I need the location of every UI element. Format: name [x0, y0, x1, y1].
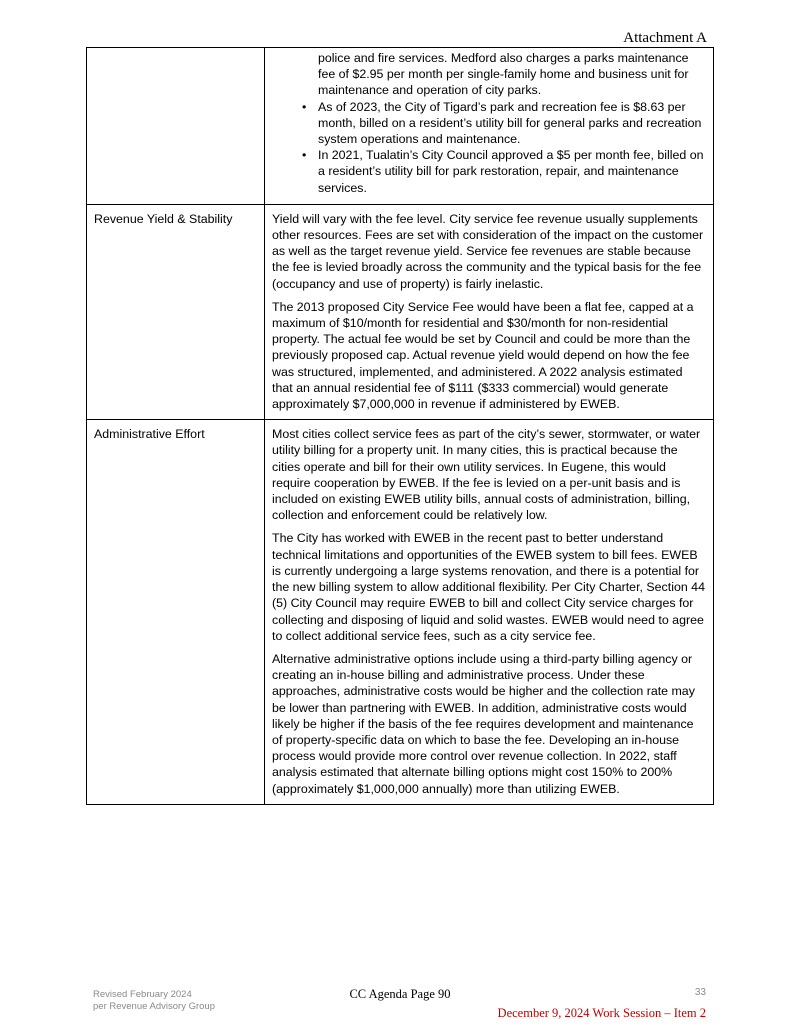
- page-number: 33: [694, 987, 706, 998]
- table-row: [87, 204, 714, 419]
- list-item: • As of 2023, the City of Tigard’s park and recreation fee is $8.63 per month, billed on a resident’s utility bill for general parks and recreation system operations and maintenance.: [318, 99, 706, 148]
- row-content: [265, 420, 714, 804]
- list-item: police and fire services. Medford also charges a parks maintenance fee of $2.95 per month per single-family home and business unit for maintenance and operation of city parks.: [318, 51, 689, 98]
- agenda-page-label: CC Agenda Page 90: [349, 987, 451, 1001]
- fee-analysis-table: [86, 47, 714, 805]
- list-item: • In 2021, Tualatin’s City Council approved a $5 per month fee, billed on a resident’s utility bill for park restoration, repair, and maintenance services.: [318, 147, 706, 196]
- paragraph: Alternative administrative options include using a third-party billing agency or creating an in-house billing and administrative process. Under these approaches, administrative costs would be higher and the collection rate may be lower than partnering with EWEB. In addition, administrative costs would likely be higher if the basis of the fee requires development and maintenance of property-specific data on which to base the fee. Developing an in-house process would provide more control over revenue collection. In 2022, staff analysis estimated that alternate billing options might cost 150% to 200% (approximately $1,000,000 annually) more than utilizing EWEB.: [272, 651, 695, 796]
- table-row: [87, 48, 714, 205]
- table-row: [87, 420, 714, 804]
- paragraph: The City has worked with EWEB in the recent past to better understand technical limitations and opportunities of the EWEB system to bill fees. EWEB is currently undergoing a large systems renovation, and there is a potential for the new billing system to allow additional flexibility. Per City Charter, Section 44 (5) City Council may require EWEB to bill and collect City service charges for collecting and disposing of liquid and solid wastes. EWEB would need to agree to collect additional service fees, such as a city service fee.: [272, 531, 705, 643]
- examples-list: [272, 50, 706, 196]
- row-label: [87, 48, 265, 205]
- paragraph: The 2013 proposed City Service Fee would have been a flat fee, capped at a maximum of $10/month for residential and $30/month for non-residential property. The actual fee would be set by Council and could be more than the previously proposed cap. Actual revenue yield would depend on how the fee was structured, implemented, and administered. A 2022 analysis estimated that an annual residential fee of $111 ($333 commercial) would generate approximately $7,000,000 in revenue if administered by EWEB.: [272, 299, 694, 412]
- row-label: Revenue Yield & Stability: [87, 204, 265, 419]
- row-content: [265, 48, 714, 205]
- attachment-label: Attachment A: [623, 30, 707, 46]
- row-label: Administrative Effort: [87, 420, 265, 804]
- revised-by: per Revenue Advisory Group: [93, 1001, 215, 1012]
- paragraph: Yield will vary with the fee level. City service fee revenue usually supplements other resources. Fees are set with consideration of the impact on the customer as well as the target revenue yield. Service fee revenues are stable because the fee is levied broadly across the community and the typical basis for the fee (occupancy and use of property) is fairly inelastic.: [272, 211, 704, 291]
- work-session-label: December 9, 2024 Work Session – Item 2: [497, 1006, 706, 1020]
- paragraph: Most cities collect service fees as part of the city’s sewer, stormwater, or water utility billing for a property unit. In many cities, this is practical because the cities operate and bill for their own utility services. In Eugene, this would require cooperation by EWEB. If the fee is levied on a per-unit basis and is included on existing EWEB utility bills, annual costs of administration, billing, collection and enforcement could be relatively low.: [272, 427, 701, 523]
- revised-date: Revised February 2024: [93, 989, 192, 1000]
- row-content: [265, 204, 714, 419]
